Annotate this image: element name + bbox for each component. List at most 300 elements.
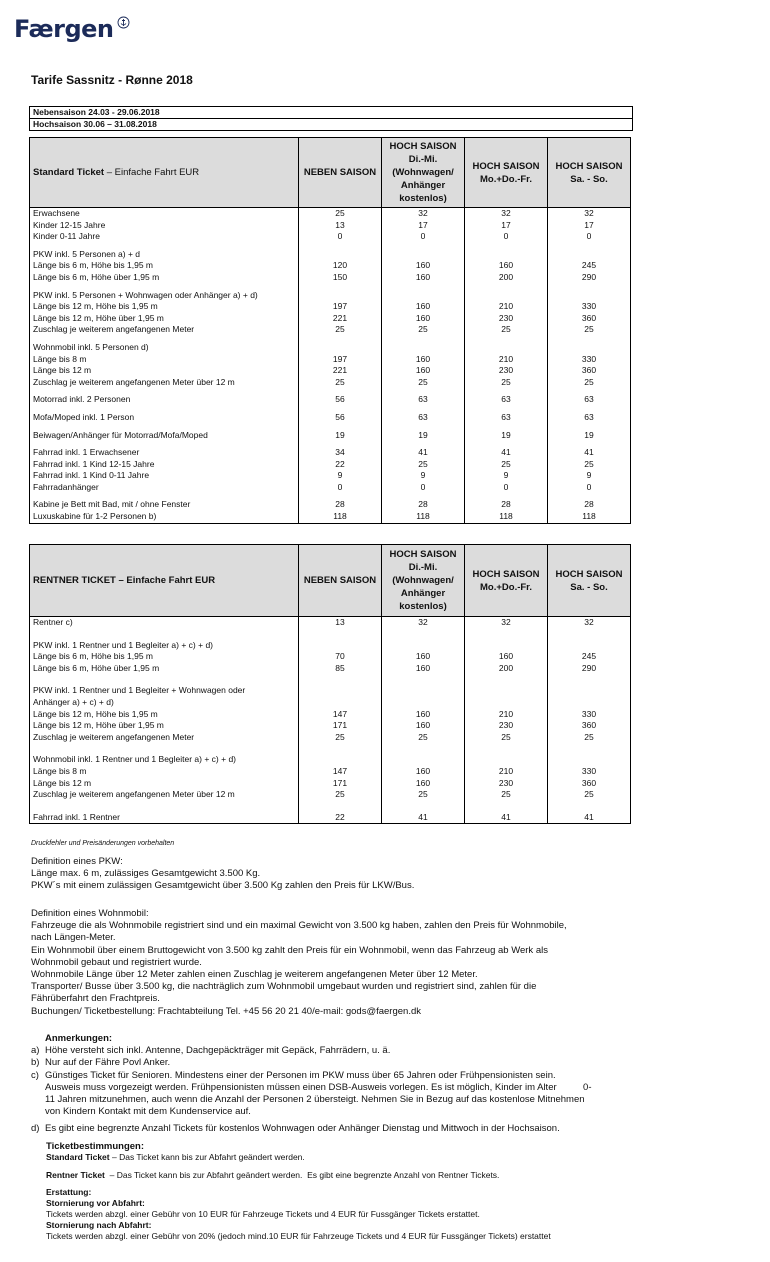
high-season-line: Hochsaison 30.06 – 31.08.2018 bbox=[30, 118, 632, 130]
price-cell: 147 bbox=[299, 709, 382, 721]
standard-ticket-label: Standard Ticket bbox=[33, 167, 105, 178]
ticket-rules-section bbox=[46, 1141, 636, 1242]
price-cell: 41 bbox=[382, 447, 465, 459]
table-row bbox=[30, 260, 631, 272]
price-cell: 13 bbox=[299, 220, 382, 232]
price-cell bbox=[382, 697, 465, 709]
row-label: Länge bis 8 m bbox=[30, 766, 299, 778]
table-row bbox=[30, 220, 631, 232]
row-label: Länge bis 12 m, Höhe über 1,95 m bbox=[30, 720, 299, 732]
table-row bbox=[30, 365, 631, 377]
col-hoch-saison-di-mi: HOCH SAISON Di.-Mi. (Wohnwagen/ Anhänger kostenlos) bbox=[382, 138, 465, 208]
table-row bbox=[30, 470, 631, 482]
price-cell: 221 bbox=[299, 313, 382, 325]
table-row bbox=[30, 272, 631, 284]
price-cell: 32 bbox=[465, 617, 548, 629]
pkw-definition-line: Definition eines PKW: bbox=[31, 856, 123, 867]
remark-item-d bbox=[31, 1123, 646, 1135]
wohnmobil-definition-line: Fahrzeuge die als Wohnmobile registriert sind und ein maximal Gewicht von 3.500 kg haben, zahlen den Preis für Wohnmobile, bbox=[31, 920, 567, 932]
price-cell: 17 bbox=[465, 220, 548, 232]
price-cell bbox=[465, 342, 548, 354]
remark-line: Günstiges Ticket für Senioren. Mindestens einer der Personen im PKW muss über 65 Jahren oder Frühpensionisten sein. bbox=[45, 1069, 556, 1081]
spacer-cell bbox=[382, 801, 465, 812]
price-cell: 160 bbox=[382, 766, 465, 778]
price-cell bbox=[548, 754, 631, 766]
price-cell: 330 bbox=[548, 709, 631, 721]
logo-text: Færgen bbox=[14, 15, 114, 43]
table-row bbox=[30, 685, 631, 697]
col-hoch-saison-di-mi: HOCH SAISON Di.-Mi. (Wohnwagen/ Anhänger kostenlos) bbox=[382, 545, 465, 617]
wohnmobil-definition-line: Buchungen/ Ticketbestellung: Frachtabteilung Tel. +45 56 20 21 40/e-mail: gods@faergen.dk bbox=[31, 1005, 421, 1017]
ticket-rules-title: Ticketbestimmungen: bbox=[46, 1141, 145, 1152]
price-cell: 19 bbox=[465, 430, 548, 442]
price-cell: 160 bbox=[382, 260, 465, 272]
price-cell: 25 bbox=[548, 732, 631, 744]
rentner-ticket-rows bbox=[30, 617, 631, 824]
row-label: Länge bis 12 m, Höhe bis 1,95 m bbox=[30, 301, 299, 313]
table-row bbox=[30, 430, 631, 442]
row-label: Mofa/Moped inkl. 1 Person bbox=[30, 412, 299, 424]
spacer-cell bbox=[30, 801, 299, 812]
cancel-before-title: Stornierung vor Abfahrt: bbox=[46, 1198, 145, 1208]
remark-line: Höhe versteht sich inkl. Antenne, Dachgepäckträger mit Gepäck, Fahrrädern, u. ä. bbox=[45, 1045, 391, 1057]
wohnmobil-definition-line: nach Längen-Meter. bbox=[31, 932, 116, 944]
col-neben-saison: NEBEN SAISON bbox=[299, 138, 382, 208]
table-row bbox=[30, 394, 631, 406]
price-cell: 25 bbox=[465, 324, 548, 336]
price-cell: 28 bbox=[299, 499, 382, 511]
price-cell: 9 bbox=[382, 470, 465, 482]
price-cell bbox=[465, 640, 548, 652]
price-cell: 0 bbox=[382, 482, 465, 494]
wohnmobil-definition-line: Wohnmobile Länge über 12 Meter zahlen einen Zuschlag je weiterem angefangenen Meter über 12 Meter. bbox=[31, 969, 478, 981]
price-cell: 330 bbox=[548, 301, 631, 313]
price-cell: 0 bbox=[465, 482, 548, 494]
price-cell bbox=[299, 342, 382, 354]
table-row bbox=[30, 377, 631, 389]
price-cell: 230 bbox=[465, 720, 548, 732]
price-cell bbox=[548, 342, 631, 354]
price-cell: 210 bbox=[465, 354, 548, 366]
spacer-cell bbox=[299, 801, 382, 812]
spacer-cell bbox=[465, 674, 548, 685]
price-cell bbox=[382, 754, 465, 766]
price-cell: 210 bbox=[465, 301, 548, 313]
price-cell: 290 bbox=[548, 663, 631, 675]
remark-line: 11 Jahren mitzunehmen, auch wenn die Anzahl der Personen 2 übersteigt. Nehmen Sie in Bezug auf das kostenlose Mitnehmen bbox=[45, 1094, 585, 1106]
price-cell: 160 bbox=[382, 313, 465, 325]
price-cell: 22 bbox=[299, 459, 382, 471]
cancel-after-title: Stornierung nach Abfahrt: bbox=[46, 1220, 152, 1230]
table-row bbox=[30, 324, 631, 336]
price-cell bbox=[299, 640, 382, 652]
price-cell bbox=[465, 290, 548, 302]
table-row bbox=[30, 249, 631, 261]
standard-ticket-rule-text: – Das Ticket kann bis zur Abfahrt geändert werden. bbox=[109, 1152, 305, 1162]
price-cell bbox=[548, 685, 631, 697]
price-cell: 25 bbox=[382, 732, 465, 744]
price-cell: 0 bbox=[299, 231, 382, 243]
row-label: Zuschlag je weiterem angefangenen Meter bbox=[30, 732, 299, 744]
row-label: Erwachsene bbox=[30, 208, 299, 220]
price-cell: 245 bbox=[548, 260, 631, 272]
price-cell: 360 bbox=[548, 313, 631, 325]
cancel-before-text: Tickets werden abzgl. einer Gebühr von 10 EUR für Fahrzeuge Tickets und 4 EUR für Fussgänger Tickets erstattet. bbox=[46, 1209, 480, 1219]
standard-header-row bbox=[30, 138, 631, 208]
table-row bbox=[30, 231, 631, 243]
spacer-cell bbox=[299, 629, 382, 640]
price-cell bbox=[465, 697, 548, 709]
row-label: Länge bis 6 m, Höhe über 1,95 m bbox=[30, 272, 299, 284]
remark-key: b) bbox=[31, 1057, 40, 1069]
price-cell: 160 bbox=[382, 651, 465, 663]
row-label: Fahrrad inkl. 1 Rentner bbox=[30, 812, 299, 824]
row-label: PKW inkl. 1 Rentner und 1 Begleiter a) + c) + d) bbox=[30, 640, 299, 652]
price-cell: 0 bbox=[465, 231, 548, 243]
price-cell: 56 bbox=[299, 394, 382, 406]
row-label: Fahrradanhänger bbox=[30, 482, 299, 494]
remark-item-a bbox=[31, 1045, 646, 1057]
spacer-cell bbox=[548, 743, 631, 754]
row-label: Länge bis 6 m, Höhe bis 1,95 m bbox=[30, 651, 299, 663]
row-label: Kinder 0-11 Jahre bbox=[30, 231, 299, 243]
wohnmobil-definition bbox=[31, 908, 651, 1018]
table-row bbox=[30, 663, 631, 675]
row-label: Kinder 12-15 Jahre bbox=[30, 220, 299, 232]
price-cell: 0 bbox=[382, 231, 465, 243]
price-cell: 25 bbox=[548, 377, 631, 389]
price-cell: 13 bbox=[299, 617, 382, 629]
price-cell: 200 bbox=[465, 663, 548, 675]
price-cell: 160 bbox=[465, 260, 548, 272]
price-cell bbox=[382, 342, 465, 354]
price-cell: 41 bbox=[548, 447, 631, 459]
price-cell: 230 bbox=[465, 778, 548, 790]
wohnmobil-definition-line: Definition eines Wohnmobil: bbox=[31, 908, 149, 919]
table-row bbox=[30, 640, 631, 652]
spacer-cell bbox=[299, 743, 382, 754]
spacer-cell bbox=[465, 629, 548, 640]
price-cell: 22 bbox=[299, 812, 382, 824]
row-label: Zuschlag je weiterem angefangenen Meter über 12 m bbox=[30, 789, 299, 801]
price-cell: 41 bbox=[465, 447, 548, 459]
row-label: Länge bis 6 m, Höhe bis 1,95 m bbox=[30, 260, 299, 272]
price-cell: 330 bbox=[548, 354, 631, 366]
standard-ticket-subtitle: – Einfache Fahrt EUR bbox=[104, 167, 200, 178]
remark-item-b bbox=[31, 1057, 646, 1069]
table-row bbox=[30, 754, 631, 766]
spacer-cell bbox=[382, 629, 465, 640]
price-cell: 230 bbox=[465, 365, 548, 377]
price-cell: 0 bbox=[548, 231, 631, 243]
table-row bbox=[30, 482, 631, 494]
price-cell: 160 bbox=[382, 272, 465, 284]
table-row bbox=[30, 812, 631, 824]
wohnmobil-definition-line: Wohnmobil gebaut und registriert wurde. bbox=[31, 956, 202, 968]
row-label: Anhänger a) + c) + d) bbox=[30, 697, 299, 709]
price-cell: 41 bbox=[465, 812, 548, 824]
price-cell: 63 bbox=[548, 412, 631, 424]
row-spacer bbox=[30, 801, 631, 812]
price-cell: 210 bbox=[465, 709, 548, 721]
spacer-cell bbox=[30, 674, 299, 685]
price-cell bbox=[382, 290, 465, 302]
row-label: Länge bis 12 m bbox=[30, 365, 299, 377]
price-cell: 32 bbox=[382, 617, 465, 629]
faergen-logo bbox=[14, 14, 130, 44]
row-label: Fahrrad inkl. 1 Kind 12-15 Jahre bbox=[30, 459, 299, 471]
price-cell: 25 bbox=[548, 324, 631, 336]
price-cell: 34 bbox=[299, 447, 382, 459]
price-cell: 221 bbox=[299, 365, 382, 377]
spacer-cell bbox=[299, 674, 382, 685]
price-cell bbox=[382, 685, 465, 697]
price-cell: 118 bbox=[382, 511, 465, 523]
table-row bbox=[30, 447, 631, 459]
price-cell: 9 bbox=[465, 470, 548, 482]
price-cell: 32 bbox=[548, 617, 631, 629]
disclaimer: Druckfehler und Preisänderungen vorbehalten bbox=[31, 840, 175, 847]
price-cell: 32 bbox=[382, 208, 465, 220]
price-cell: 197 bbox=[299, 354, 382, 366]
price-cell: 150 bbox=[299, 272, 382, 284]
remark-item-c bbox=[31, 1070, 646, 1119]
table-row bbox=[30, 412, 631, 424]
remarks-section bbox=[31, 1033, 646, 1136]
row-label: Motorrad inkl. 2 Personen bbox=[30, 394, 299, 406]
row-label: Kabine je Bett mit Bad, mit / ohne Fenster bbox=[30, 499, 299, 511]
price-cell: 85 bbox=[299, 663, 382, 675]
spacer-cell bbox=[465, 743, 548, 754]
price-cell bbox=[465, 249, 548, 261]
price-cell: 210 bbox=[465, 766, 548, 778]
spacer-cell bbox=[382, 674, 465, 685]
price-cell: 200 bbox=[465, 272, 548, 284]
row-label: Länge bis 12 m, Höhe bis 1,95 m bbox=[30, 709, 299, 721]
off-season-line: Nebensaison 24.03 - 29.06.2018 bbox=[33, 107, 160, 117]
spacer-cell bbox=[548, 674, 631, 685]
row-label: Länge bis 12 m, Höhe über 1,95 m bbox=[30, 313, 299, 325]
table-row bbox=[30, 499, 631, 511]
row-label: PKW inkl. 5 Personen a) + d bbox=[30, 249, 299, 261]
price-cell: 70 bbox=[299, 651, 382, 663]
pkw-definition-line: Länge max. 6 m, zulässiges Gesamtgewicht 3.500 Kg. bbox=[31, 868, 261, 880]
table-row bbox=[30, 766, 631, 778]
price-cell: 25 bbox=[465, 732, 548, 744]
wohnmobil-definition-line: Transporter/ Busse über 3.500 kg, die nachträglich zum Wohnmobil umgebaut wurden und registriert sind, zahlen für die bbox=[31, 981, 537, 993]
table-row bbox=[30, 459, 631, 471]
spacer-cell bbox=[548, 629, 631, 640]
price-cell: 118 bbox=[465, 511, 548, 523]
price-cell: 160 bbox=[382, 709, 465, 721]
price-cell: 63 bbox=[465, 412, 548, 424]
row-label: PKW inkl. 1 Rentner und 1 Begleiter + Wohnwagen oder bbox=[30, 685, 299, 697]
price-cell: 25 bbox=[299, 789, 382, 801]
price-cell bbox=[299, 249, 382, 261]
table-row bbox=[30, 651, 631, 663]
rentner-ticket-rule bbox=[46, 1170, 636, 1181]
price-cell: 25 bbox=[465, 789, 548, 801]
table-row bbox=[30, 697, 631, 709]
price-cell: 32 bbox=[465, 208, 548, 220]
price-cell: 25 bbox=[299, 732, 382, 744]
price-cell: 41 bbox=[382, 812, 465, 824]
rentner-header-row bbox=[30, 545, 631, 617]
price-cell: 25 bbox=[548, 789, 631, 801]
wohnmobil-definition-line: Ein Wohnmobil über einem Bruttogewicht von 3.500 kg zahlt den Preis für ein Wohnmobil, wenn das Fahrzeug ab Werk als bbox=[31, 944, 548, 956]
row-label: PKW inkl. 5 Personen + Wohnwagen oder Anhänger a) + d) bbox=[30, 290, 299, 302]
price-cell bbox=[548, 697, 631, 709]
price-cell: 32 bbox=[548, 208, 631, 220]
row-label: Luxuskabine für 1-2 Personen b) bbox=[30, 511, 299, 523]
price-cell: 160 bbox=[382, 720, 465, 732]
price-cell: 290 bbox=[548, 272, 631, 284]
price-cell bbox=[299, 697, 382, 709]
col-hoch-saison-mo-do-fr: HOCH SAISON Mo.+Do.-Fr. bbox=[465, 545, 548, 617]
remarks-title: Anmerkungen: bbox=[45, 1033, 113, 1044]
table-row bbox=[30, 313, 631, 325]
pkw-definition bbox=[31, 856, 651, 893]
row-spacer bbox=[30, 743, 631, 754]
spacer-cell bbox=[382, 743, 465, 754]
col-hoch-saison-mo-do-fr: HOCH SAISON Mo.+Do.-Fr. bbox=[465, 138, 548, 208]
price-cell: 9 bbox=[299, 470, 382, 482]
price-cell: 118 bbox=[299, 511, 382, 523]
price-cell: 330 bbox=[548, 766, 631, 778]
price-cell: 9 bbox=[548, 470, 631, 482]
price-cell: 171 bbox=[299, 720, 382, 732]
price-cell: 360 bbox=[548, 365, 631, 377]
price-cell bbox=[382, 249, 465, 261]
price-cell: 360 bbox=[548, 720, 631, 732]
price-cell: 56 bbox=[299, 412, 382, 424]
price-cell bbox=[548, 290, 631, 302]
price-cell: 63 bbox=[382, 412, 465, 424]
price-cell: 245 bbox=[548, 651, 631, 663]
rentner-ticket-rule-label: Rentner Ticket bbox=[46, 1170, 105, 1180]
table-row bbox=[30, 617, 631, 629]
row-label: Wohnmobil inkl. 5 Personen d) bbox=[30, 342, 299, 354]
price-cell: 160 bbox=[382, 354, 465, 366]
price-cell: 120 bbox=[299, 260, 382, 272]
row-spacer bbox=[30, 674, 631, 685]
price-cell: 197 bbox=[299, 301, 382, 313]
price-cell: 25 bbox=[299, 324, 382, 336]
table-row bbox=[30, 720, 631, 732]
price-cell: 63 bbox=[382, 394, 465, 406]
remark-line: Nur auf der Fähre Povl Anker. bbox=[45, 1057, 171, 1069]
price-cell bbox=[548, 640, 631, 652]
price-cell: 25 bbox=[299, 208, 382, 220]
row-label: Rentner c) bbox=[30, 617, 299, 629]
row-label: Länge bis 6 m, Höhe über 1,95 m bbox=[30, 663, 299, 675]
price-cell: 25 bbox=[299, 377, 382, 389]
spacer-cell bbox=[465, 801, 548, 812]
standard-ticket-rule-label: Standard Ticket bbox=[46, 1152, 110, 1162]
price-cell: 360 bbox=[548, 778, 631, 790]
remark-line: von Kindern Kontakt mit dem Kundenservice auf. bbox=[45, 1106, 251, 1118]
price-cell: 160 bbox=[465, 651, 548, 663]
price-cell: 25 bbox=[465, 459, 548, 471]
price-cell: 28 bbox=[382, 499, 465, 511]
row-label: Zuschlag je weiterem angefangenen Meter bbox=[30, 324, 299, 336]
row-label: Wohnmobil inkl. 1 Rentner und 1 Begleiter a) + c) + d) bbox=[30, 754, 299, 766]
document-title: Tarife Sassnitz - Rønne 2018 bbox=[31, 73, 193, 87]
table-row bbox=[30, 709, 631, 721]
price-cell: 17 bbox=[382, 220, 465, 232]
price-cell: 147 bbox=[299, 766, 382, 778]
price-cell: 28 bbox=[548, 499, 631, 511]
season-box bbox=[29, 106, 633, 131]
table-row bbox=[30, 342, 631, 354]
table-row bbox=[30, 511, 631, 523]
cancel-after-text: Tickets werden abzgl. einer Gebühr von 20% (jedoch mind.10 EUR für Fahrzeuge Tickets und 4 EUR für Fussgänger Tickets) erstattet bbox=[46, 1231, 551, 1241]
price-cell: 160 bbox=[382, 778, 465, 790]
table-row bbox=[30, 778, 631, 790]
price-cell: 41 bbox=[548, 812, 631, 824]
table-row bbox=[30, 789, 631, 801]
table-row bbox=[30, 301, 631, 313]
row-label: Fahrrad inkl. 1 Erwachsener bbox=[30, 447, 299, 459]
price-cell: 171 bbox=[299, 778, 382, 790]
price-cell bbox=[299, 685, 382, 697]
spacer-cell bbox=[548, 801, 631, 812]
price-cell bbox=[465, 685, 548, 697]
table-row bbox=[30, 208, 631, 220]
pkw-definition-line: PKW´s mit einem zulässigen Gesamtgewicht über 3.500 Kg zahlen den Preis für LKW/Bus. bbox=[31, 880, 415, 892]
table-row bbox=[30, 354, 631, 366]
standard-ticket-rows bbox=[30, 208, 631, 524]
row-spacer bbox=[30, 629, 631, 640]
remark-key: c) bbox=[31, 1069, 39, 1081]
price-cell: 25 bbox=[382, 377, 465, 389]
row-label: Beiwagen/Anhänger für Motorrad/Mofa/Moped bbox=[30, 430, 299, 442]
price-cell: 160 bbox=[382, 663, 465, 675]
price-cell: 63 bbox=[548, 394, 631, 406]
price-cell: 25 bbox=[382, 789, 465, 801]
spacer-cell bbox=[30, 629, 299, 640]
rentner-ticket-rule-text: – Das Ticket kann bis zur Abfahrt geändert werden. Es gibt eine begrenzte Anzahl von Rentner Tickets. bbox=[104, 1170, 500, 1180]
wohnmobil-definition-line: Fährüberfahrt den Frachtpreis. bbox=[31, 993, 160, 1005]
price-cell: 0 bbox=[299, 482, 382, 494]
refund-title: Erstattung: bbox=[46, 1187, 92, 1197]
price-cell bbox=[299, 754, 382, 766]
row-label: Zuschlag je weiterem angefangenen Meter über 12 m bbox=[30, 377, 299, 389]
row-label: Fahrrad inkl. 1 Kind 0-11 Jahre bbox=[30, 470, 299, 482]
price-cell: 25 bbox=[382, 459, 465, 471]
remark-key: a) bbox=[31, 1045, 40, 1057]
price-cell bbox=[299, 290, 382, 302]
table-row bbox=[30, 290, 631, 302]
rentner-ticket-table bbox=[29, 544, 631, 824]
price-cell: 25 bbox=[548, 459, 631, 471]
standard-ticket-rule bbox=[46, 1152, 636, 1163]
price-cell: 25 bbox=[465, 377, 548, 389]
price-cell: 160 bbox=[382, 365, 465, 377]
price-cell: 160 bbox=[382, 301, 465, 313]
spacer-cell bbox=[30, 743, 299, 754]
anchor-circle-icon bbox=[117, 16, 130, 34]
rentner-ticket-header: RENTNER TICKET – Einfache Fahrt EUR bbox=[30, 545, 299, 617]
price-cell: 25 bbox=[382, 324, 465, 336]
remark-line: Es gibt eine begrenzte Anzahl Tickets für kostenlos Wohnwagen oder Anhänger Dienstag und Mittwoch in der Hochsaison. bbox=[45, 1123, 560, 1135]
col-hoch-saison-sa-so: HOCH SAISON Sa. - So. bbox=[548, 545, 631, 617]
remark-key: d) bbox=[31, 1123, 40, 1135]
table-row bbox=[30, 732, 631, 744]
price-cell: 17 bbox=[548, 220, 631, 232]
price-cell: 28 bbox=[465, 499, 548, 511]
col-hoch-saison-sa-so: HOCH SAISON Sa. - So. bbox=[548, 138, 631, 208]
